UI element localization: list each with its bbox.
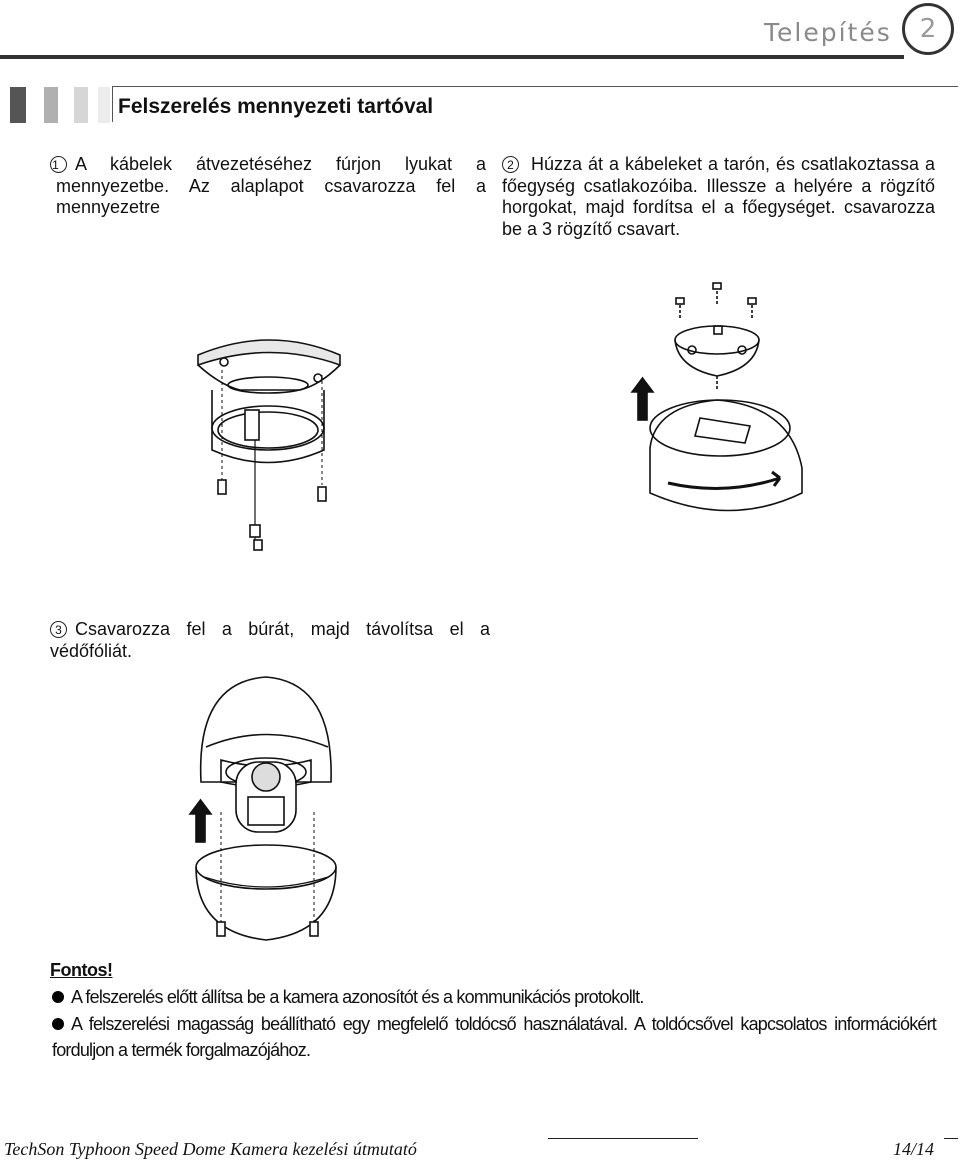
- footer-page-number: 14/14: [893, 1139, 935, 1159]
- ceiling-mount-illustration: [190, 330, 350, 560]
- step-2-text: Húzza át a kábeleket a tarón, és csatlakoztassa a főegység csatlakozóiba. Illessze a helyére a rögzítő horgokat, majd fordítsa el a főegységet. csavarozza be a 3 rögzítő csavart.: [502, 154, 935, 239]
- bullet-dot-icon: [52, 1018, 64, 1030]
- footer-page-rule: [944, 1138, 958, 1139]
- section-marker-block-1: [10, 87, 26, 123]
- chapter-title: Telepítés: [764, 18, 892, 47]
- important-bullet-2: [52, 1011, 936, 1063]
- step-2: [502, 154, 935, 240]
- step-number: 3: [50, 621, 67, 638]
- step-3-text: Csavarozza fel a búrát, majd távolítsa el a védőfóliát.: [50, 619, 490, 661]
- section-top-rule: [112, 86, 958, 87]
- dome-cover-illustration: [186, 672, 346, 952]
- bullet-text: A felszerelési magasság beállítható egy megfelelő toldócső használatával. A toldócsővel kapcsolatos információkért forduljon a termék forgalmazójához.: [52, 1014, 936, 1060]
- section-marker-block-4: [98, 87, 110, 123]
- bullet-text: A felszerelés előtt állítsa be a kamera azonosítót és a kommunikációs protokollt.: [71, 987, 644, 1007]
- section-marker-block-2: [44, 87, 58, 123]
- important-heading: Fontos!: [50, 960, 113, 980]
- bullet-dot-icon: [52, 991, 64, 1003]
- step-number: 1: [50, 156, 67, 173]
- step-number: 2: [502, 156, 519, 173]
- footer-document-title: TechSon Typhoon Speed Dome Kamera kezelési útmutató: [4, 1139, 417, 1159]
- section-left-rule: [112, 86, 113, 122]
- step-1: [52, 154, 486, 219]
- important-bullet-1: [52, 984, 952, 1010]
- step-1-text: A kábelek átvezetéséhez fúrjon lyukat a mennyezetbe. Az alaplapot csavarozza fel a mennyezetre: [56, 154, 486, 217]
- section-marker-block-3: [74, 87, 88, 123]
- main-unit-attach-illustration: [630, 278, 820, 540]
- chapter-number-badge: 2: [902, 3, 954, 55]
- section-title: Felszerelés mennyezeti tartóval: [118, 95, 434, 118]
- header-rule: [0, 55, 904, 59]
- step-3: [50, 619, 490, 662]
- footer-rule: [548, 1138, 698, 1139]
